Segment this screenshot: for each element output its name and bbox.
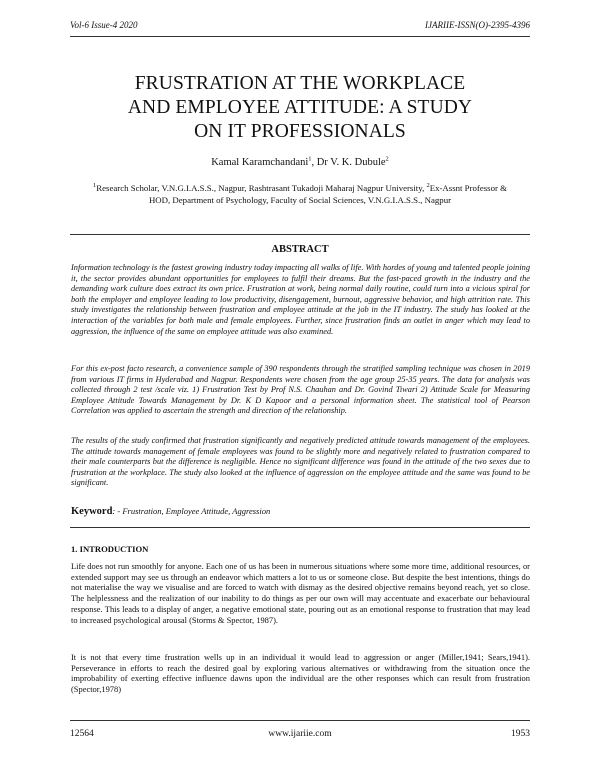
journal-website: www.ijariie.com (268, 729, 332, 739)
paper-title (60, 72, 540, 144)
issn: IJARIIE-ISSN(O)-2395-4396 (425, 20, 530, 30)
affiliation-2: Ex-Assnt Professor & HOD, Department of Psychology, Faculty of Social Sciences, V.N.G.I.A.S.S., Nagpur (148, 183, 507, 205)
author-1-marker: 1 (308, 155, 312, 163)
section-heading-introduction: 1. INTRODUCTION (71, 544, 149, 554)
keywords (71, 506, 530, 517)
title-line-2: AND EMPLOYEE ATTITUDE: A STUDY (127, 97, 473, 118)
title-line-1: FRUSTRATION AT THE WORKPLACE (134, 73, 466, 94)
header-rule (70, 36, 530, 37)
intro-paragraph-1: Life does not run smoothly for anyone. Each one of us has been in numerous situations where some more time, additional resources, or extended support may see us through an endeavor which matters a lot to us or someone close. But despite the best intentions, things do not materialise the way we visualise and are forced to watch with dismay as the desired objective remains beyond reach, yet so close. The helplessness and the realization of our inability to do things as per our own will may accentuate and exacerbate our behavioural response. This leads to a display of anger, a negative emotional state, pouring out as an emotional response to frustration that may lead to increased psychological arousal (Storms & Spector, 1987). (71, 561, 530, 625)
page-footer (70, 729, 530, 743)
abstract-paragraph-1: Information technology is the fastest growing industry today impacting all walks of life. With hordes of young and talented people joining it, the sector provides abundant opportunities for employees to fulfil their dreams. But the fast-paced growth in the industry and the demanding work culture does extract its own price. Frustration at work, being normal daily routine, could turn into a vicious spiral for both the employer and employee leading to low productivity, disengagement, burnout, aggressive behavior, and high attrition rate. This study investigates the relationship between frustration and employee attitude at the job in the IT industry. The study has looked at the interaction of the variables for both male and female employees. Further, since frustration finds an outlet in anger which may lead to aggression, the influence of the same on employee attitude was also examined. (71, 263, 530, 336)
intro-paragraph-2: It is not that every time frustration wells up in an individual it would lead to aggression or anger (Miller,1941; Sears,1941). Perseverance in efforts to reach the desired goal by exploring various alternatives or withdrawing from the situation once the improbability of exerting effective influence dawns upon the individual are the other responses which can result from frustration (Spector,1978) (71, 652, 530, 695)
author-2: Dr V. K. Dubule (316, 157, 386, 168)
abstract-bottom-rule (70, 527, 530, 528)
abstract-heading: ABSTRACT (271, 244, 329, 255)
author-2-marker: 2 (385, 155, 389, 163)
author-1: Kamal Karamchandani (211, 157, 309, 168)
keywords-label: Keyword (71, 506, 113, 517)
page-number: 1953 (511, 729, 530, 739)
abstract-paragraph-2: For this ex-post facto research, a convenience sample of 390 respondents through the stratified sampling technique was chosen in 2019 from various IT firms in Hyderabad and Nagpur. Respondents were chosen from the age group 25-35 years. The data for analysis was collected through 2 test /scale viz. 1) Frustration Test by Prof N.S. Chauhan and Dr. Govind Tiwari 2) Attitude Scale for Measuring Employee Attitude Towards Management by Dr. K D Kapoor and a personal information sheet. The statistical tool of Pearson Correlation was applied to ascertain the strength and direction of the relationship. (71, 364, 530, 416)
running-header (70, 20, 530, 34)
author-separator: , (311, 157, 317, 168)
abstract-paragraph-3: The results of the study confirmed that frustration significantly and negatively predicted attitude towards management of the employees. The attitude towards management of female employees was found to be slightly more and negatively related to frustration compared to their male counterparts but the difference is negligible. Hence no significant difference was found in the attitude of the two sexes due to frustration at the workplace. The study also looked at the influence of aggression on the employee attitude and the same was found to be significant. (71, 436, 530, 488)
paper-id: 12564 (70, 729, 94, 739)
affiliation-1-marker: 1 (93, 182, 97, 190)
abstract-top-rule (70, 234, 530, 235)
volume-issue: Vol-6 Issue-4 2020 (70, 20, 138, 30)
affiliation-1: Research Scholar, V.N.G.I.A.S.S., Nagpur, Rashtrasant Tukadoji Maharaj Nagpur University, (96, 183, 427, 193)
keywords-text: : - Frustration, Employee Attitude, Aggression (112, 506, 271, 516)
affiliation-2-marker: 2 (426, 182, 430, 190)
footer-rule (70, 720, 530, 721)
affiliations (82, 183, 518, 206)
title-line-3: ON IT PROFESSIONALS (194, 121, 406, 142)
author-list (70, 156, 530, 170)
